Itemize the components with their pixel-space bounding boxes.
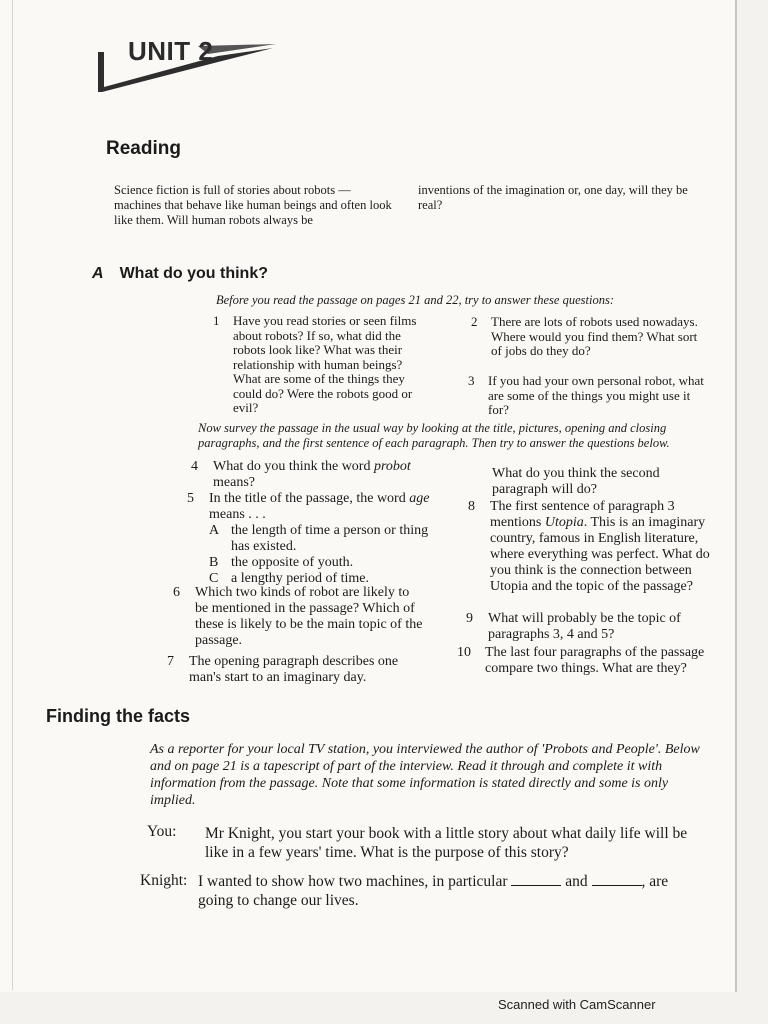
question-4 — [191, 459, 438, 491]
question-text: Which two kinds of robot are likely to be mentioned in the passage? Which of these is likely to be the main topic of the passage. — [195, 585, 423, 648]
speaker-you-label: You: — [147, 823, 177, 840]
knight-text-end: going to change our lives. — [198, 892, 359, 909]
question-6 — [173, 585, 425, 649]
question-text: What do you think the word — [213, 459, 374, 474]
question-number: 5 — [187, 491, 194, 506]
option-text: a lengthy period of time. — [231, 571, 370, 586]
question-7 — [167, 654, 424, 686]
question-number: 1 — [213, 313, 220, 328]
reading-heading: Reading — [106, 138, 181, 159]
intro-right-column: inventions of the imagination or, one day, will they be real? — [418, 183, 688, 212]
question-number: 6 — [173, 585, 180, 600]
question-number: 8 — [468, 499, 475, 514]
option-text: the opposite of youth. — [231, 555, 354, 570]
option-a — [209, 523, 439, 555]
question-text: Have you read stories or seen films about robots? If so, what did the robots look like? What was their relationship with human beings? What are some of the things they could do? Were the robots good or evil? — [233, 313, 417, 415]
question-number: 9 — [466, 611, 473, 626]
question-text: In the title of the passage, the word — [209, 491, 410, 506]
question-text: The opening paragraph describes one man's start to an imaginary day. — [189, 654, 399, 685]
option-letter: B — [209, 555, 219, 570]
question-italic-word: Utopia — [544, 515, 584, 530]
option-b — [209, 555, 439, 571]
knight-text-mid: , are — [641, 873, 669, 890]
question-8 — [468, 499, 710, 595]
option-letter: C — [209, 571, 219, 586]
facts-instruction: As a reporter for your local TV station, you interviewed the author of 'Probots and People'. Below and on page 21 is a tapescript of part of the interview. Read it through and complete it with information from the passage. Note that some information is stated directly and some is only implied. — [150, 742, 700, 808]
question-text: If you had your own personal robot, what are some of the things you might use it for? — [488, 373, 704, 417]
question-1 — [213, 313, 433, 416]
section-a-heading — [92, 265, 268, 283]
scanner-watermark: Scanned with CamScanner — [498, 997, 656, 1012]
question-italic-word: age — [409, 491, 430, 506]
question-text: There are lots of robots used nowadays. Where would you find them? What sort of jobs do they do? — [491, 314, 698, 358]
knight-conjunction: and — [565, 873, 588, 890]
question-text-end: means . . . — [209, 507, 266, 522]
intro-left-column: Science fiction is full of stories about robots — machines that behave like human beings and often look like them. Will human robots always be — [114, 183, 392, 227]
you-speech: Mr Knight, you start your book with a little story about what daily life will be like in a few years' time. What is the purpose of this story? — [205, 825, 688, 861]
unit-title: UNIT 2 — [128, 36, 214, 66]
instruction-survey: Now survey the passage in the usual way by looking at the title, pictures, opening and closing paragraphs, and the first sentence of each paragraph. Then try to answer the questions below. — [198, 421, 670, 450]
question-text: What will probably be the topic of paragraphs 3, 4 and 5? — [488, 611, 681, 642]
option-text: the length of time a person or thing has existed. — [231, 523, 429, 554]
question-9 — [466, 611, 703, 643]
knight-speech — [198, 872, 708, 910]
answer-blank-1[interactable] — [511, 873, 561, 886]
finding-facts-heading: Finding the facts — [46, 706, 190, 726]
question-number: 3 — [468, 373, 475, 388]
question-number: 7 — [167, 654, 174, 669]
question-text-end: . This is an imaginary country, famous in English literature, where everything was perfect. What do you think is the connection between Utopia and the topic of the passage? — [490, 515, 710, 594]
option-letter: A — [209, 523, 220, 538]
question-number: 2 — [471, 314, 478, 329]
section-letter: A — [92, 265, 104, 282]
question-number: 4 — [191, 459, 198, 474]
question-3 — [468, 373, 708, 418]
scan-edge-line — [12, 0, 13, 990]
question-italic-word: probot — [373, 459, 411, 474]
answer-blank-2[interactable] — [592, 873, 642, 886]
question-2 — [471, 314, 701, 359]
instruction-before-reading: Before you read the passage on pages 21 and 22, try to answer these questions: — [216, 293, 614, 307]
knight-text: I wanted to show how two machines, in particular — [198, 873, 508, 890]
question-7-continued: What do you think the second paragraph will do? — [492, 466, 660, 497]
question-5 — [187, 491, 439, 587]
question-number: 10 — [457, 645, 471, 660]
question-text: The last four paragraphs of the passage compare two things. What are they? — [485, 645, 705, 676]
question-text: The first sentence of paragraph 3 mentions — [490, 499, 675, 530]
section-title: What do you think? — [119, 265, 268, 282]
question-10 — [457, 645, 705, 677]
speaker-knight-label: Knight: — [140, 872, 188, 889]
question-text-end: means? — [213, 475, 255, 490]
